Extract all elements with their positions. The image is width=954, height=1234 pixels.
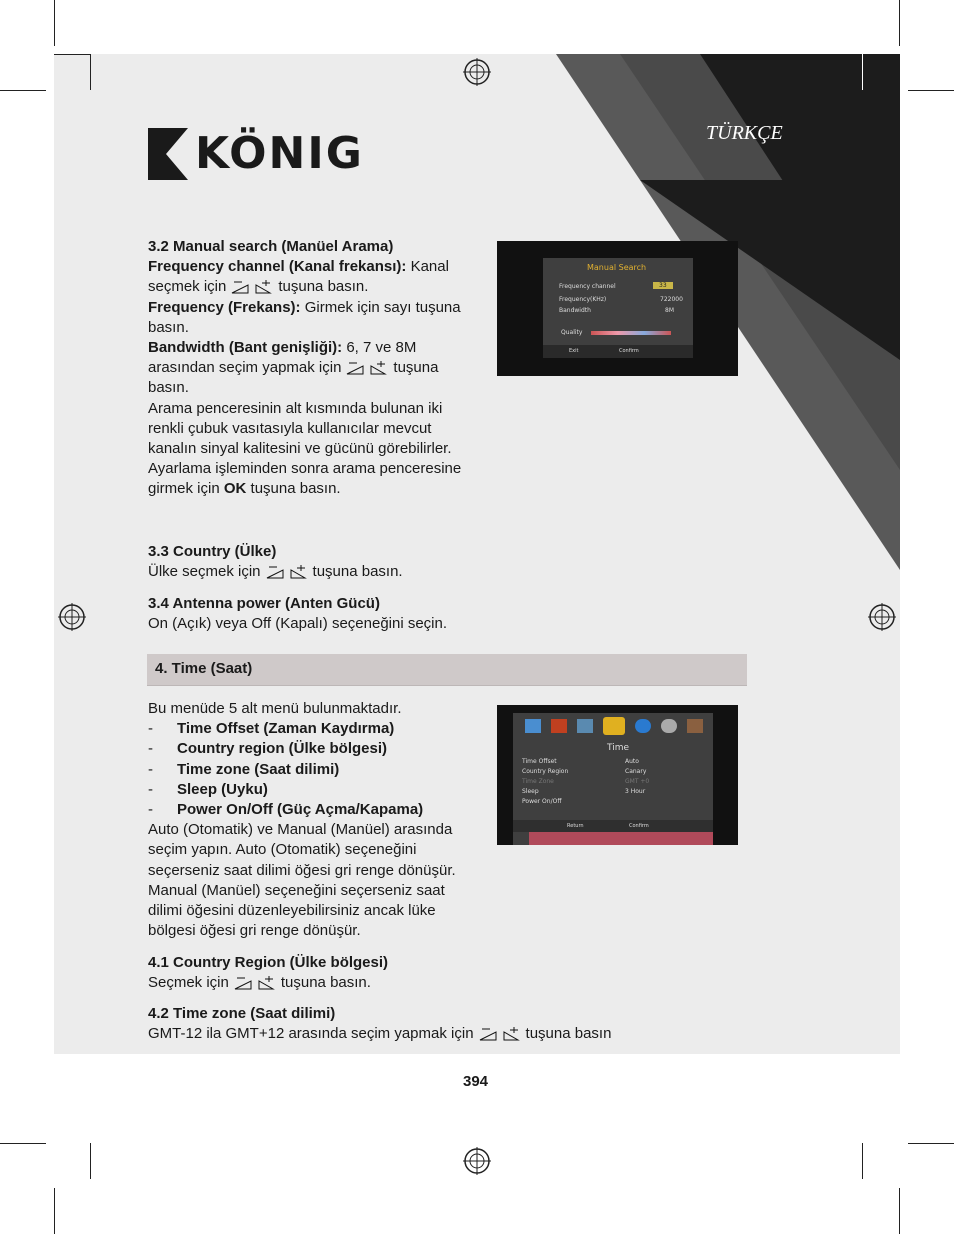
list-item: - Power On/Off (Güç Açma/Kapama) bbox=[148, 800, 478, 820]
crop-mark bbox=[908, 90, 954, 91]
section-heading: 4.1 Country Region (Ülke bölgesi) bbox=[148, 954, 389, 971]
konig-logo-icon bbox=[148, 128, 188, 180]
osd-row-value: Auto bbox=[625, 758, 639, 765]
body-text: tuşuna basın. bbox=[280, 974, 371, 992]
ok-key-label: OK bbox=[223, 480, 247, 498]
section-heading: 3.3 Country (Ülke) bbox=[148, 543, 277, 560]
registration-mark-icon bbox=[58, 603, 86, 631]
osd-row-label: Country Region bbox=[522, 768, 569, 775]
crop-mark bbox=[908, 1143, 954, 1144]
body-text: seçmek için bbox=[148, 278, 227, 296]
language-label: TÜRKÇE bbox=[706, 122, 783, 144]
osd-row-value: 722000 bbox=[660, 296, 683, 303]
manual-search-screenshot bbox=[497, 241, 738, 376]
osd-row-value: 3 Hour bbox=[625, 788, 646, 795]
body-text: tuşuna basın. bbox=[148, 359, 439, 397]
time-tab-icon bbox=[603, 717, 625, 735]
registration-mark-icon bbox=[463, 58, 491, 86]
crop-mark bbox=[862, 54, 863, 90]
quality-bar bbox=[591, 331, 671, 335]
osd-row-label: Time Offset bbox=[522, 758, 557, 765]
list-item: - Time zone (Saat dilimi) bbox=[148, 760, 478, 780]
osd-row-label: Frequency channel bbox=[559, 283, 616, 290]
osd-row-value: Canary bbox=[625, 768, 647, 775]
body-text: tuşuna basın. bbox=[312, 563, 403, 581]
section-4-header bbox=[147, 654, 747, 686]
osd-row-value: GMT +0 bbox=[625, 778, 650, 785]
crop-mark bbox=[899, 0, 900, 46]
section-heading: 3.4 Antenna power (Anten Gücü) bbox=[148, 595, 380, 612]
section-heading: 4. Time (Saat) bbox=[155, 660, 253, 677]
body-text: girmek için bbox=[148, 480, 220, 498]
osd-row-value: 8M bbox=[665, 307, 674, 314]
body-text: Bu menüde 5 alt menü bulunmaktadır. bbox=[148, 700, 402, 717]
list-item: - Time Offset (Zaman Kaydırma) bbox=[148, 719, 478, 739]
crop-mark bbox=[90, 1143, 91, 1179]
section-3-2 bbox=[148, 237, 478, 500]
section-4-2 bbox=[148, 1004, 708, 1044]
brand-logo: KÖNIG bbox=[195, 128, 364, 179]
section-4 bbox=[148, 699, 478, 941]
list-item: - Country region (Ülke bölgesi) bbox=[148, 739, 478, 759]
osd-row-label: Bandwidth bbox=[559, 307, 591, 314]
body-paragraph: Arama penceresinin alt kısmında bulunan iki renkli çubuk vasıtasıyla kullanıcılar mevcut kanalın sinyal kalitesini ve gücünü görebilirler. Ayarlama işleminden sonra arama penceresine bbox=[148, 399, 462, 478]
osd-row-label: Power On/Off bbox=[522, 798, 562, 805]
body-text: Kanal bbox=[410, 258, 449, 276]
body-text: Girmek için sayı tuşuna basın. bbox=[148, 298, 461, 336]
body-text: Seçmek için bbox=[148, 974, 229, 992]
section-3-3 bbox=[148, 542, 508, 582]
osd-row-label: Sleep bbox=[522, 788, 539, 795]
osd-row-value: 33 bbox=[653, 282, 673, 289]
section-heading: 3.2 Manual search (Manüel Arama) bbox=[148, 238, 394, 255]
osd-title: Manual Search bbox=[587, 263, 647, 272]
crop-mark bbox=[899, 1188, 900, 1234]
registration-mark-icon bbox=[463, 1147, 491, 1175]
body-paragraph: Auto (Otomatik) ve Manual (Manüel) arasında seçim yapın. Auto (Otomatik) seçeneğini seçerseniz saat dilimi öğesi gri renge dönüşür. Manual (Manüel) seçeneğini seçerseniz saat dilimi öğesini düzenleyebilirsiniz ancak lüke bölgesi öğesi gri renge dönüşür. bbox=[148, 821, 456, 940]
body-text: arasından seçim yapmak için bbox=[148, 359, 342, 377]
osd-footer-exit: Exit bbox=[569, 348, 579, 354]
minus-plus-keys-icon bbox=[478, 1027, 522, 1041]
osd-footer-confirm: Confirm bbox=[619, 348, 639, 354]
body-text: On (Açık) veya Off (Kapalı) seçeneğini seçin. bbox=[148, 615, 448, 633]
osd-row-label: Frequency(KHz) bbox=[559, 296, 607, 303]
page-number: 394 bbox=[463, 1073, 489, 1090]
field-label: Bandwidth (Bant genişliği): bbox=[148, 339, 343, 357]
crop-mark bbox=[862, 1143, 863, 1179]
body-text: 6, 7 ve 8M bbox=[346, 339, 417, 357]
crop-mark bbox=[90, 54, 91, 90]
minus-plus-keys-icon bbox=[265, 565, 309, 579]
time-menu-screenshot bbox=[497, 705, 738, 845]
crop-mark bbox=[54, 1188, 55, 1234]
body-text: GMT-12 ila GMT+12 arasında seçim yapmak için bbox=[148, 1025, 474, 1043]
minus-plus-keys-icon bbox=[345, 361, 389, 375]
body-text: tuşuna basın. bbox=[278, 278, 369, 296]
section-heading: 4.2 Time zone (Saat dilimi) bbox=[148, 1005, 336, 1022]
field-label: Frequency channel (Kanal frekansı): bbox=[148, 258, 407, 276]
crop-mark bbox=[0, 90, 46, 91]
body-text: tuşuna basın bbox=[525, 1025, 612, 1043]
minus-plus-keys-icon bbox=[230, 280, 274, 294]
field-label: Frequency (Frekans): bbox=[148, 298, 301, 316]
section-3-4 bbox=[148, 594, 508, 634]
crop-mark bbox=[54, 54, 90, 55]
osd-quality-label: Quality bbox=[561, 329, 583, 336]
crop-mark bbox=[54, 0, 55, 46]
osd-footer-return: Return bbox=[567, 823, 584, 829]
registration-mark-icon bbox=[868, 603, 896, 631]
body-text: tuşuna basın. bbox=[250, 480, 341, 498]
osd-footer-confirm: Confirm bbox=[629, 823, 649, 829]
list-item: - Sleep (Uyku) bbox=[148, 780, 478, 800]
submenu-list bbox=[148, 719, 478, 820]
minus-plus-keys-icon bbox=[233, 976, 277, 990]
body-text: Ülke seçmek için bbox=[148, 563, 261, 581]
osd-title: Time bbox=[607, 743, 630, 753]
osd-row-label: Time Zone bbox=[522, 778, 554, 785]
section-4-1 bbox=[148, 953, 548, 993]
crop-mark bbox=[0, 1143, 46, 1144]
